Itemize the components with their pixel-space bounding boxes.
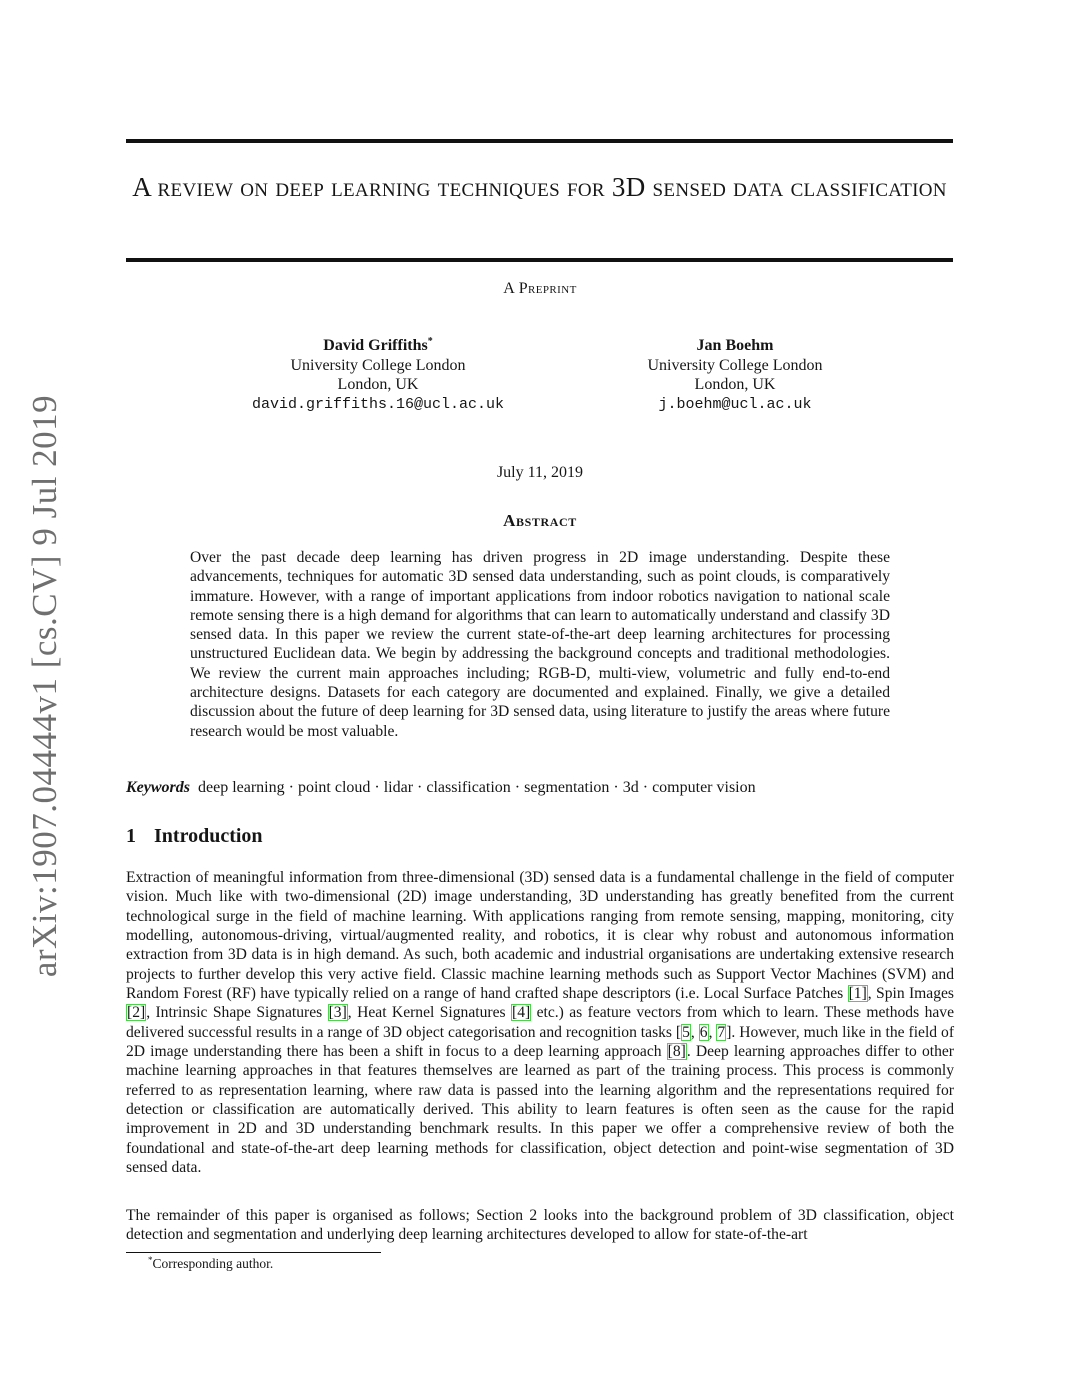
keywords-label: Keywords [126,779,190,796]
title-rule-bottom [126,258,953,262]
section-heading [126,825,263,848]
citation-link[interactable]: [8] [667,1043,686,1061]
citation-link[interactable]: 5 [682,1023,690,1041]
citation-link[interactable]: [1] [848,985,867,1003]
author-affiliation: University College London [647,356,823,374]
abstract-text: Over the past decade deep learning has driven progress in 2D image understanding. Despite these advancements, techniques for automatic 3D sensed data understanding, such as point clouds, is comparatively immature. However, with a range of important applications from indoor robotics navigation to national scale remote sensing there is a high demand for algorithms that can learn to automatically understand and classify 3D sensed data. In this paper we review the current state-of-the-art deep learning architectures for processing unstructured Euclidean data. We begin by addressing the background concepts and traditional methodologies. We review the current main approaches including; RGB-D, multi-view, volumetric and fully end-to-end architecture designs. Datasets for each category are documented and explained. Finally, we give a detailed discussion about the future of deep learning for 3D sensed data, using literature to justify the areas where future research would be most valuable. [190,549,890,740]
footnote-mark: * [148,1255,153,1265]
keywords-list: deep learning · point cloud · lidar · classification · segmentation · 3d · computer vision [198,779,756,796]
footnote [148,1256,273,1272]
author-email[interactable]: j.boehm@ucl.ac.uk [658,395,812,413]
author-name: Jan Boehm [696,337,774,354]
paper-date: July 11, 2019 [496,464,584,481]
citation-link[interactable]: [2] [127,1004,146,1022]
keywords [126,779,756,797]
title-rule-top [126,139,953,143]
author-block-1 [198,336,558,414]
author-block-2 [555,336,915,414]
citation-link[interactable]: [3] [328,1004,347,1022]
author-location: London, UK [694,376,776,393]
author-footnote-mark: * [427,336,433,347]
abstract-heading: Abstract [503,511,577,530]
author-name: David Griffiths* [323,336,433,354]
footnote-rule [126,1252,381,1253]
author-email[interactable]: david.griffiths.16@ucl.ac.uk [251,395,505,413]
author-affiliation: University College London [290,356,466,374]
intro-paragraph-2: The remainder of this paper is organised as follows; Section 2 looks into the background problem of 3D classification, object detection and segmentation and underlying deep learning architectures developed to allow for state-of-the-art [126,1207,954,1244]
paper-title: A review on deep learning techniques for 3D sensed data classification [132,172,947,202]
intro-paragraph-1: Extraction of meaningful information from three-dimensional (3D) sensed data is a fundamental challenge in the field of computer vision. Much like with two-dimensional (2D) image understanding, 3D understanding has greatly benefited from the current technological surge in the field of machine learning. With applications ranging from remote sensing, mapping, monitoring, city modelling, autonomous-driving, virtual/augmented reality, and robotics, it is clear why robust and autonomous information extraction from 3D data is in high demand. As such, both academic and industrial organisations are undertaking extensive research projects to further develop this very active field. Classic machine learning methods such as Support Vector Machines (SVM) and Random Forest (RF) have typically relied on a range of hand crafted shape descriptors (i.e. Local Surface Patches [1], Spin Images [2], Intrinsic Shape Signatures [3], Heat Kernel Signatures [4] etc.) as feature vectors from which to learn. These methods have delivered successful results in a range of 3D object categorisation and recognition tasks [5, 6, 7]. However, much like in the field of 2D image understanding there has been a shift in focus to a deep learning approach [8]. Deep learning approaches differ to other machine learning approaches in that features themselves are learned as part of the training process. This process is commonly referred to as representation learning, where raw data is passed into the learning algorithm and the representations required for detection or classification are automatically derived. This ability to learn features is often seen as the cause for the rapid improvement in 2D and 3D understanding benchmark results. In this paper we offer a comprehensive review of both the foundational and state-of-the-art deep learning methods for classification, object detection and point-wise segmentation of 3D sensed data. [126,869,955,1177]
author-location: London, UK [337,376,419,393]
arxiv-identifier: arXiv:1907.04444v1 [cs.CV] 9 Jul 2019 [25,394,64,978]
citation-link[interactable]: 6 [699,1023,708,1041]
section-number: 1 [126,825,136,847]
section-title: Introduction [154,825,263,847]
preprint-label: A Preprint [503,280,577,297]
citation-link[interactable]: 7 [717,1023,726,1041]
citation-link[interactable]: [4] [512,1004,531,1022]
footnote-text: Corresponding author. [152,1256,274,1271]
